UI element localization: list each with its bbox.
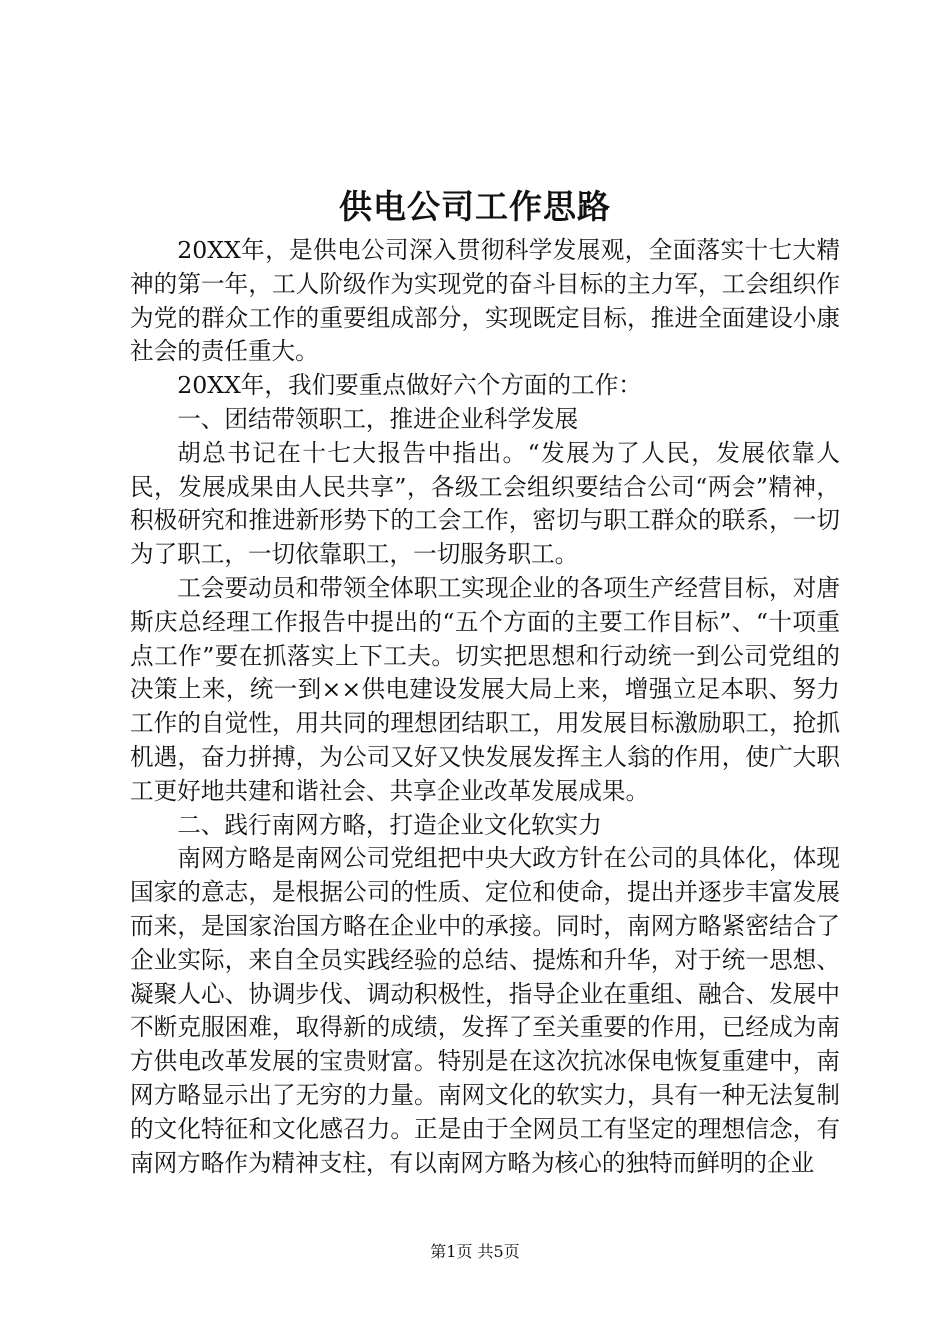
section-heading-1: 一、团结带领职工，推进企业科学发展 [177,404,579,433]
document-body [130,234,840,1180]
paragraph-section1-b: 工会要动员和带领全体职工实现企业的各项生产经营目标，对唐斯庆总经理工作报告中提出的“五个方面的主要工作目标”、“十项重点工作”要在抓落实上下工夫。切实把思想和行动统一到公司党组的决策上来，统一到××供电建设发展大局上来，增强立足本职、努力工作的自觉性，用共同的理想团结职工，用发展目标激励职工，抢抓机遇，奋力拼搏，为公司又好又快发展发挥主人翁的作用，使广大职工更好地共建和谐社会、共享企业改革发展成果。 [130,573,840,805]
paragraph-section1-a: 胡总书记在十七大报告中指出。“发展为了人民，发展依靠人民，发展成果由人民共享”，各级工会组织要结合公司“两会”精神，积极研究和推进新形势下的工会工作，密切与职工群众的联系，一切为了职工，一切依靠职工，一切服务职工。 [130,438,840,569]
paragraph-intro: 20XX年，是供电公司深入贯彻科学发展观，全面落实十七大精神的第一年，工人阶级作为实现党的奋斗目标的主力军，工会组织作为党的群众工作的重要组成部分，实现既定目标，推进全面建设小康社会的责任重大。 [130,236,840,366]
section-heading-2: 二、践行南网方略，打造企业文化软实力 [177,810,602,839]
document-title: 供电公司工作思路 [339,187,611,226]
paragraph-section2-a: 南网方略是南网公司党组把中央大政方针在公司的具体化，体现国家的意志，是根据公司的性质、定位和使命，提出并逐步丰富发展而来，是国家治国方略在企业中的承接。同时，南网方略紧密结合了企业实际，来自全员实践经验的总结、提炼和升华，对于统一思想、凝聚人心、协调步伐、调动积极性，指导企业在重组、融合、发展中不断克服困难，取得新的成绩，发挥了至关重要的作用，已经成为南方供电改革发展的宝贵财富。特别是在这次抗冰保电恢复重建中，南网方略显示出了无穷的力量。南网文化的软实力，具有一种无法复制的文化特征和文化感召力。正是由于全网员工有坚定的理想信念，有南网方略作为精神支柱，有以南网方略为核心的独特而鲜明的企业 [130,844,840,1177]
page-number-footer: 第1页 共5页 [430,1242,520,1261]
paragraph-overview: 20XX年，我们要重点做好六个方面的工作： [177,371,642,400]
